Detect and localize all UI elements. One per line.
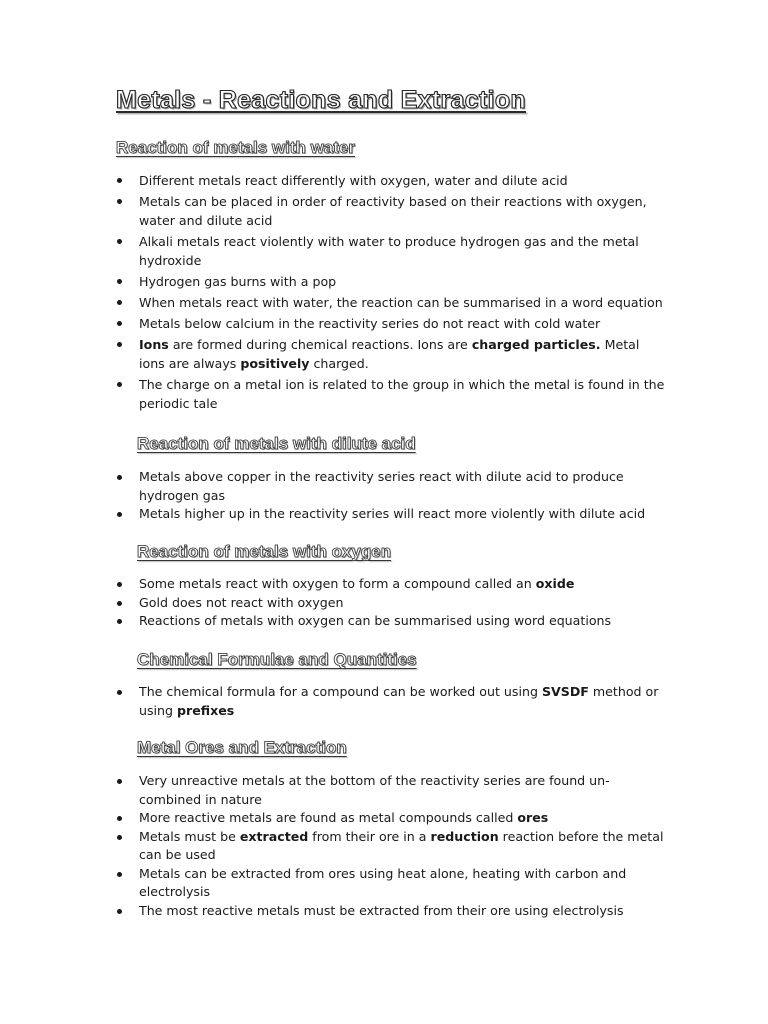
list-item: Gold does not react with oxygen (0, 594, 669, 613)
list-item: When metals react with water, the reaction can be summarised in a word equation (0, 293, 669, 312)
bold-term: Ions (139, 337, 169, 352)
bold-term: prefixes (177, 702, 235, 718)
bold-term: oxide (535, 576, 575, 591)
section-heading-dilute-acid: Reaction of metals with dilute acid (137, 434, 416, 453)
list-item (0, 828, 669, 865)
text-run: Metals must be (139, 828, 240, 844)
list-item (0, 335, 669, 373)
section-list-formulae (0, 683, 768, 720)
list-item: Alkali metals react violently with water to produce hydrogen gas and the metal hydroxide (0, 232, 669, 270)
bold-term: ores (517, 810, 549, 825)
list-item: Reactions of metals with oxygen can be summarised using word equations (0, 612, 669, 631)
list-item: Hydrogen gas burns with a pop (0, 272, 669, 291)
list-item: Metals can be extracted from ores using heat alone, heating with carbon and electrolysis (0, 865, 669, 902)
list-item: Metals higher up in the reactivity series will react more violently with dilute acid (0, 505, 669, 524)
section-list-oxygen (0, 575, 768, 631)
text-run: Some metals react with oxygen to form a compound called an (139, 576, 536, 591)
bold-term: extracted (239, 828, 309, 844)
bold-term: SVSDF (541, 684, 589, 699)
text-run: are formed during chemical reactions. Ions are (168, 337, 472, 352)
list-item: The charge on a metal ion is related to the group in which the metal is found in the periodic tale (0, 375, 669, 413)
list-item (0, 809, 669, 828)
list-item: Different metals react differently with oxygen, water and dilute acid (0, 171, 669, 190)
section-heading-ores: Metal Ores and Extraction (137, 738, 347, 757)
bold-term: positively (240, 356, 310, 371)
section-list-ores (0, 772, 768, 920)
section-heading-water: Reaction of metals with water (116, 138, 355, 157)
list-item (0, 683, 669, 720)
text-run: from their ore in a (308, 828, 431, 844)
text-run: More reactive metals are found as metal compounds called (139, 810, 518, 825)
section-heading-formulae: Chemical Formulae and Quantities (137, 650, 417, 669)
section-heading-oxygen: Reaction of metals with oxygen (137, 542, 392, 561)
text-run: The chemical formula for a compound can be worked out using (139, 684, 542, 699)
list-item: Very unreactive metals at the bottom of the reactivity series are found un-combined in nature (0, 772, 669, 809)
list-item: The most reactive metals must be extracted from their ore using electrolysis (0, 902, 669, 921)
bold-term: reduction (430, 828, 499, 844)
page-title: Metals - Reactions and Extraction (116, 86, 526, 114)
section-list-dilute-acid (0, 468, 768, 524)
section-list-water (0, 171, 768, 415)
list-item (0, 575, 669, 594)
bold-term: charged particles. (471, 337, 601, 352)
text-run: method or using (139, 684, 659, 718)
text-run: Metal ions are always (139, 337, 640, 371)
text-run: charged. (309, 356, 369, 371)
list-item: Metals can be placed in order of reactivity based on their reactions with oxygen, water and dilute acid (0, 192, 669, 230)
text-run: reaction before the metal can be used (139, 828, 664, 862)
list-item: Metals below calcium in the reactivity series do not react with cold water (0, 314, 669, 333)
list-item: Metals above copper in the reactivity series react with dilute acid to produce hydrogen gas (0, 468, 669, 505)
